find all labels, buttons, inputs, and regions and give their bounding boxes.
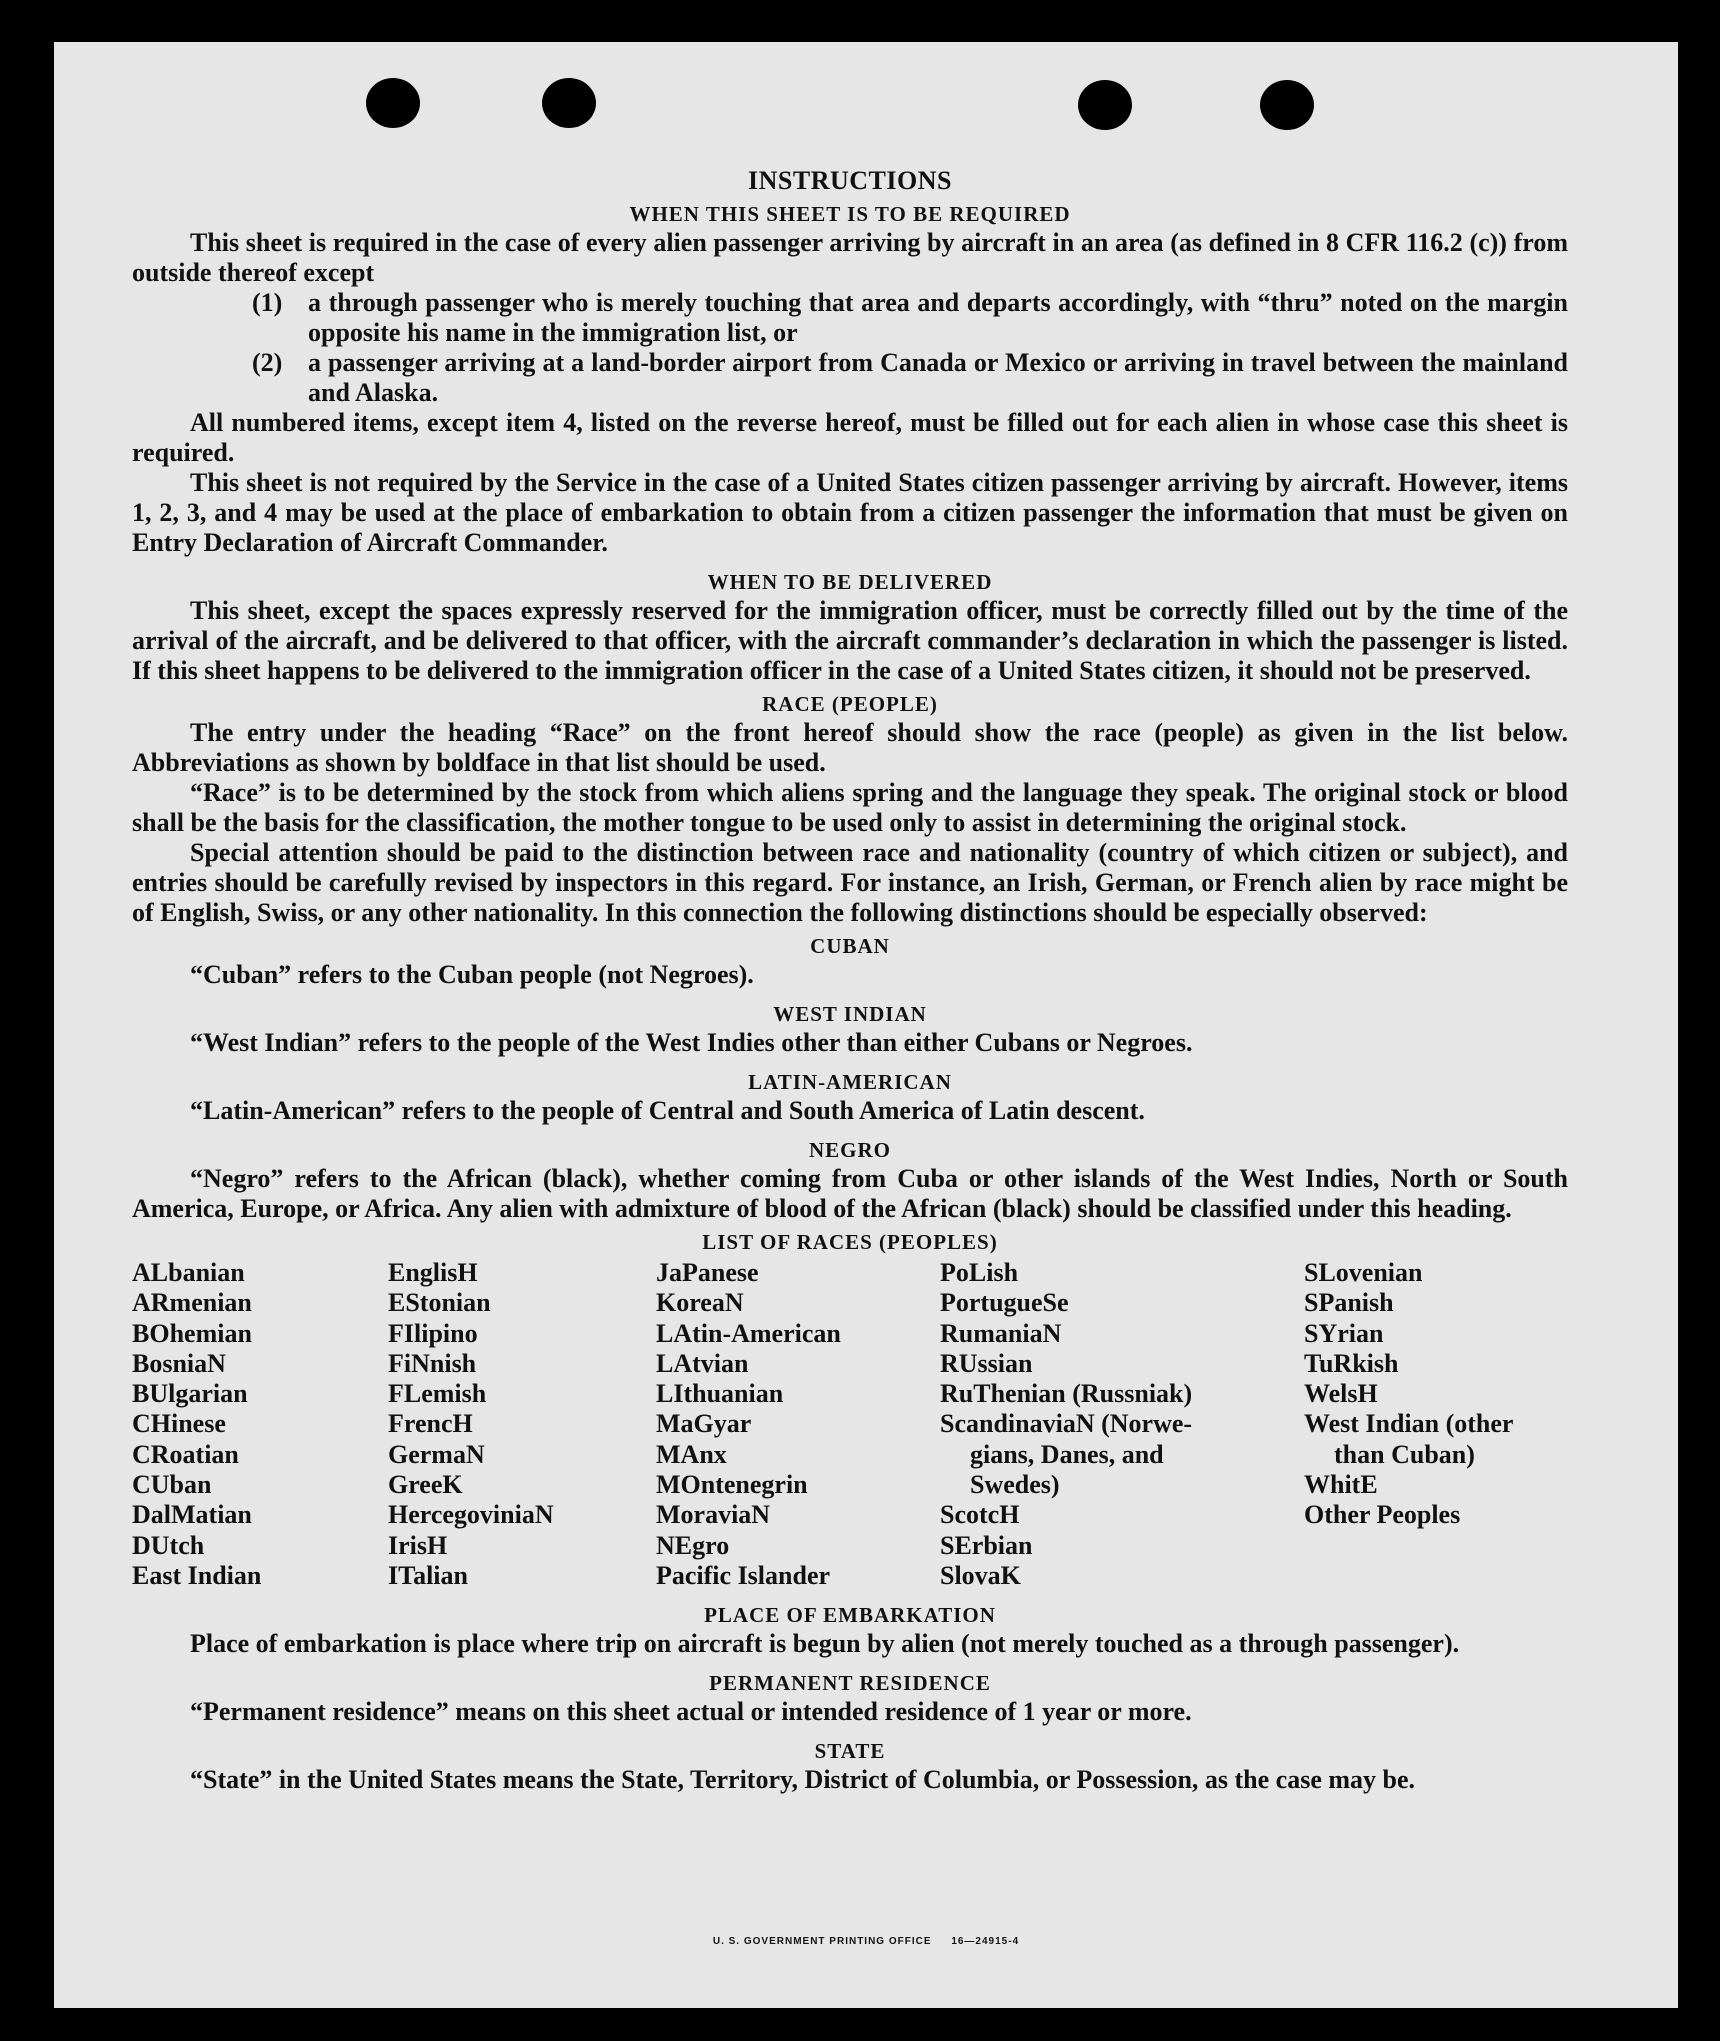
heading-when-delivered: WHEN TO BE DELIVERED [707, 570, 993, 594]
form-code: 16—24915-4 [951, 1936, 1020, 1947]
printer-imprint: U. S. GOVERNMENT PRINTING OFFICE [712, 1936, 932, 1947]
races-list [132, 1258, 1568, 1591]
race-entry: BUlgarian [132, 1379, 248, 1409]
page-title: INSTRUCTIONS [748, 166, 952, 195]
race-entry: DUtch [132, 1530, 205, 1560]
heading-state: STATE [814, 1739, 886, 1764]
race-entry: Other Peoples [1304, 1500, 1461, 1530]
race-entry: KoreaN [656, 1288, 744, 1318]
race-entry: ITalian [388, 1560, 468, 1590]
race-para1: The entry under the heading “Race” on the front hereof should show the race (people) as given in the list below. Abbreviations as shown by boldface in that list should be used. [132, 718, 1568, 777]
race-entry: SPanish [1304, 1288, 1394, 1318]
place-of-embarkation-text: Place of embarkation is place where trip on aircraft is begun by alien (not merely touched as a through passenger). [190, 1629, 1460, 1659]
permanent-residence-text: “Permanent residence” means on this sheet actual or intended residence of 1 year or more. [190, 1697, 1192, 1727]
race-entry: Pacific Islander [656, 1560, 831, 1590]
race-entry: SlovaK [940, 1560, 1021, 1590]
heading-cuban: CUBAN [810, 934, 890, 958]
heading-west-indian: WEST INDIAN [773, 1002, 927, 1026]
printer-footer [54, 1936, 1678, 1947]
race-entry: WelsH [1304, 1379, 1378, 1409]
race-entry: FLemish [388, 1379, 487, 1409]
race-entry: East Indian [132, 1560, 262, 1590]
race-entry: SErbian [940, 1530, 1033, 1560]
race-entry: MAnx [656, 1439, 727, 1469]
punch-hole [1260, 80, 1314, 130]
punch-hole [1078, 80, 1132, 130]
cuban-text: “Cuban” refers to the Cuban people (not Negroes). [190, 960, 754, 989]
race-entry: SYrian [1304, 1318, 1384, 1348]
race-entry: RUssian [940, 1348, 1033, 1378]
race-entry: FiNnish [388, 1348, 477, 1378]
race-entry: ScandinaviaN (Norwe- [940, 1409, 1193, 1439]
race-entry: BOhemian [132, 1318, 252, 1348]
race-para2: “Race” is to be determined by the stock from which aliens spring and the language they speak. The original stock or blood shall be the basis for the classification, the mother tongue to be used only to assist in determining the original stock. [132, 778, 1568, 837]
race-entry: BosniaN [132, 1348, 226, 1378]
punch-hole [366, 78, 420, 128]
heading-when-required: WHEN THIS SHEET IS TO BE REQUIRED [629, 202, 1071, 226]
when-required-para2: All numbered items, except item 4, listed on the reverse hereof, must be filled out for each alien in whose case this sheet is required. [132, 408, 1568, 467]
when-required-para3: This sheet is not required by the Service in the case of a United States citizen passenger arriving by aircraft. However, items 1, 2, 3, and 4 may be used at the place of embarkation to obtain from a citizen passenger the information that must be given on Entry Declaration of Aircraft Commander. [132, 468, 1568, 557]
race-entry: PortugueSe [940, 1288, 1069, 1318]
latin-american-text: “Latin-American” refers to the people of Central and South America of Latin descent. [190, 1096, 1145, 1125]
race-entry: West Indian (other [1304, 1409, 1514, 1439]
race-entry: RumaniaN [940, 1318, 1062, 1348]
heading-permanent-residence: PERMANENT RESIDENCE [709, 1671, 991, 1696]
race-entry: LIthuanian [656, 1379, 784, 1409]
race-para3: Special attention should be paid to the distinction between race and nationality (country of which citizen or subject), and entries should be carefully revised by inspectors in this regard. For instance, an Irish, German, or French alien by race might be of English, Swiss, or any other nationality. In this connection the following distinctions should be especially observed: [132, 838, 1568, 927]
race-entry: CRoatian [132, 1439, 239, 1469]
race-entry: TuRkish [1304, 1348, 1399, 1378]
heading-race: RACE (PEOPLE) [762, 692, 938, 716]
heading-latin-american: LATIN-AMERICAN [748, 1070, 952, 1094]
race-entry: MOntenegrin [656, 1470, 808, 1500]
exception-item-1 [252, 288, 1568, 348]
item-number: (2) [252, 348, 283, 377]
race-entry: gians, Danes, and [970, 1439, 1164, 1469]
item-number: (1) [252, 288, 283, 317]
race-entry: LAtin-American [656, 1318, 841, 1348]
race-entry: MoraviaN [656, 1500, 771, 1530]
item-text: a passenger arriving at a land-border airport from Canada or Mexico or arriving in travel between the mainland and Alaska. [308, 348, 1568, 407]
race-entry: EnglisH [388, 1258, 478, 1287]
race-entry: JaPanese [656, 1258, 759, 1287]
west-indian-text: “West Indian” refers to the people of the West Indies other than either Cubans or Negroes. [190, 1028, 1193, 1057]
race-entry: IrisH [388, 1530, 448, 1560]
races-column-5 [1304, 1258, 1568, 1591]
race-entry: CHinese [132, 1409, 226, 1439]
race-entry: RuThenian (Russniak) [940, 1379, 1193, 1409]
race-entry: GermaN [388, 1439, 485, 1469]
race-entry: DalMatian [132, 1500, 252, 1530]
race-entry: MaGyar [656, 1409, 752, 1439]
heading-list-of-races: LIST OF RACES (PEOPLES) [702, 1230, 998, 1254]
race-entry: Swedes) [970, 1470, 1060, 1500]
item-text: a through passenger who is merely touching that area and departs accordingly, with “thru” noted on the margin opposite his name in the immigration list, or [308, 288, 1568, 347]
races-column-2 [388, 1258, 656, 1591]
race-entry: GreeK [388, 1470, 463, 1500]
race-entry: ScotcH [940, 1500, 1020, 1530]
heading-negro: NEGRO [808, 1138, 891, 1162]
race-entry: SLovenian [1304, 1258, 1423, 1287]
race-entry: HercegoviniaN [388, 1500, 554, 1530]
race-entry: than Cuban) [1334, 1439, 1475, 1469]
negro-text: “Negro” refers to the African (black), whether coming from Cuba or other islands of the West Indies, North or South America, Europe, or Africa. Any alien with admixture of blood of the African (black) should be classified under this heading. [132, 1164, 1568, 1223]
document-page [54, 42, 1678, 2008]
race-entry: FrencH [388, 1409, 473, 1439]
race-entry: ARmenian [132, 1288, 252, 1318]
races-column-3 [656, 1258, 940, 1591]
race-entry: PoLish [940, 1258, 1019, 1287]
race-entry: FIlipino [388, 1318, 478, 1348]
race-entry: ALbanian [132, 1258, 245, 1287]
race-entry: LAtvian [656, 1348, 749, 1378]
when-required-intro: This sheet is required in the case of every alien passenger arriving by aircraft in an area (as defined in 8 CFR 116.2 (c)) from outside thereof except [132, 228, 1568, 287]
races-column-4 [940, 1258, 1304, 1591]
when-delivered-text: This sheet, except the spaces expressly reserved for the immigration officer, must be correctly filled out by the time of the arrival of the aircraft, and be delivered to that officer, with the aircraft commander’s declaration in which the passenger is listed. If this sheet happens to be delivered to the immigration officer in the case of a United States citizen, it should not be preserved. [132, 596, 1568, 685]
punch-hole [542, 78, 596, 128]
race-entry: WhitE [1304, 1470, 1378, 1500]
race-entry: NEgro [656, 1530, 730, 1560]
exception-item-2 [252, 348, 1568, 408]
instructions-content [132, 124, 1568, 1795]
race-entry: CUban [132, 1470, 212, 1500]
race-entry: EStonian [388, 1288, 491, 1318]
races-column-1 [132, 1258, 388, 1591]
heading-place-of-embarkation: PLACE OF EMBARKATION [704, 1603, 996, 1628]
state-text: “State” in the United States means the State, Territory, District of Columbia, or Possession, as the case may be. [190, 1765, 1416, 1795]
